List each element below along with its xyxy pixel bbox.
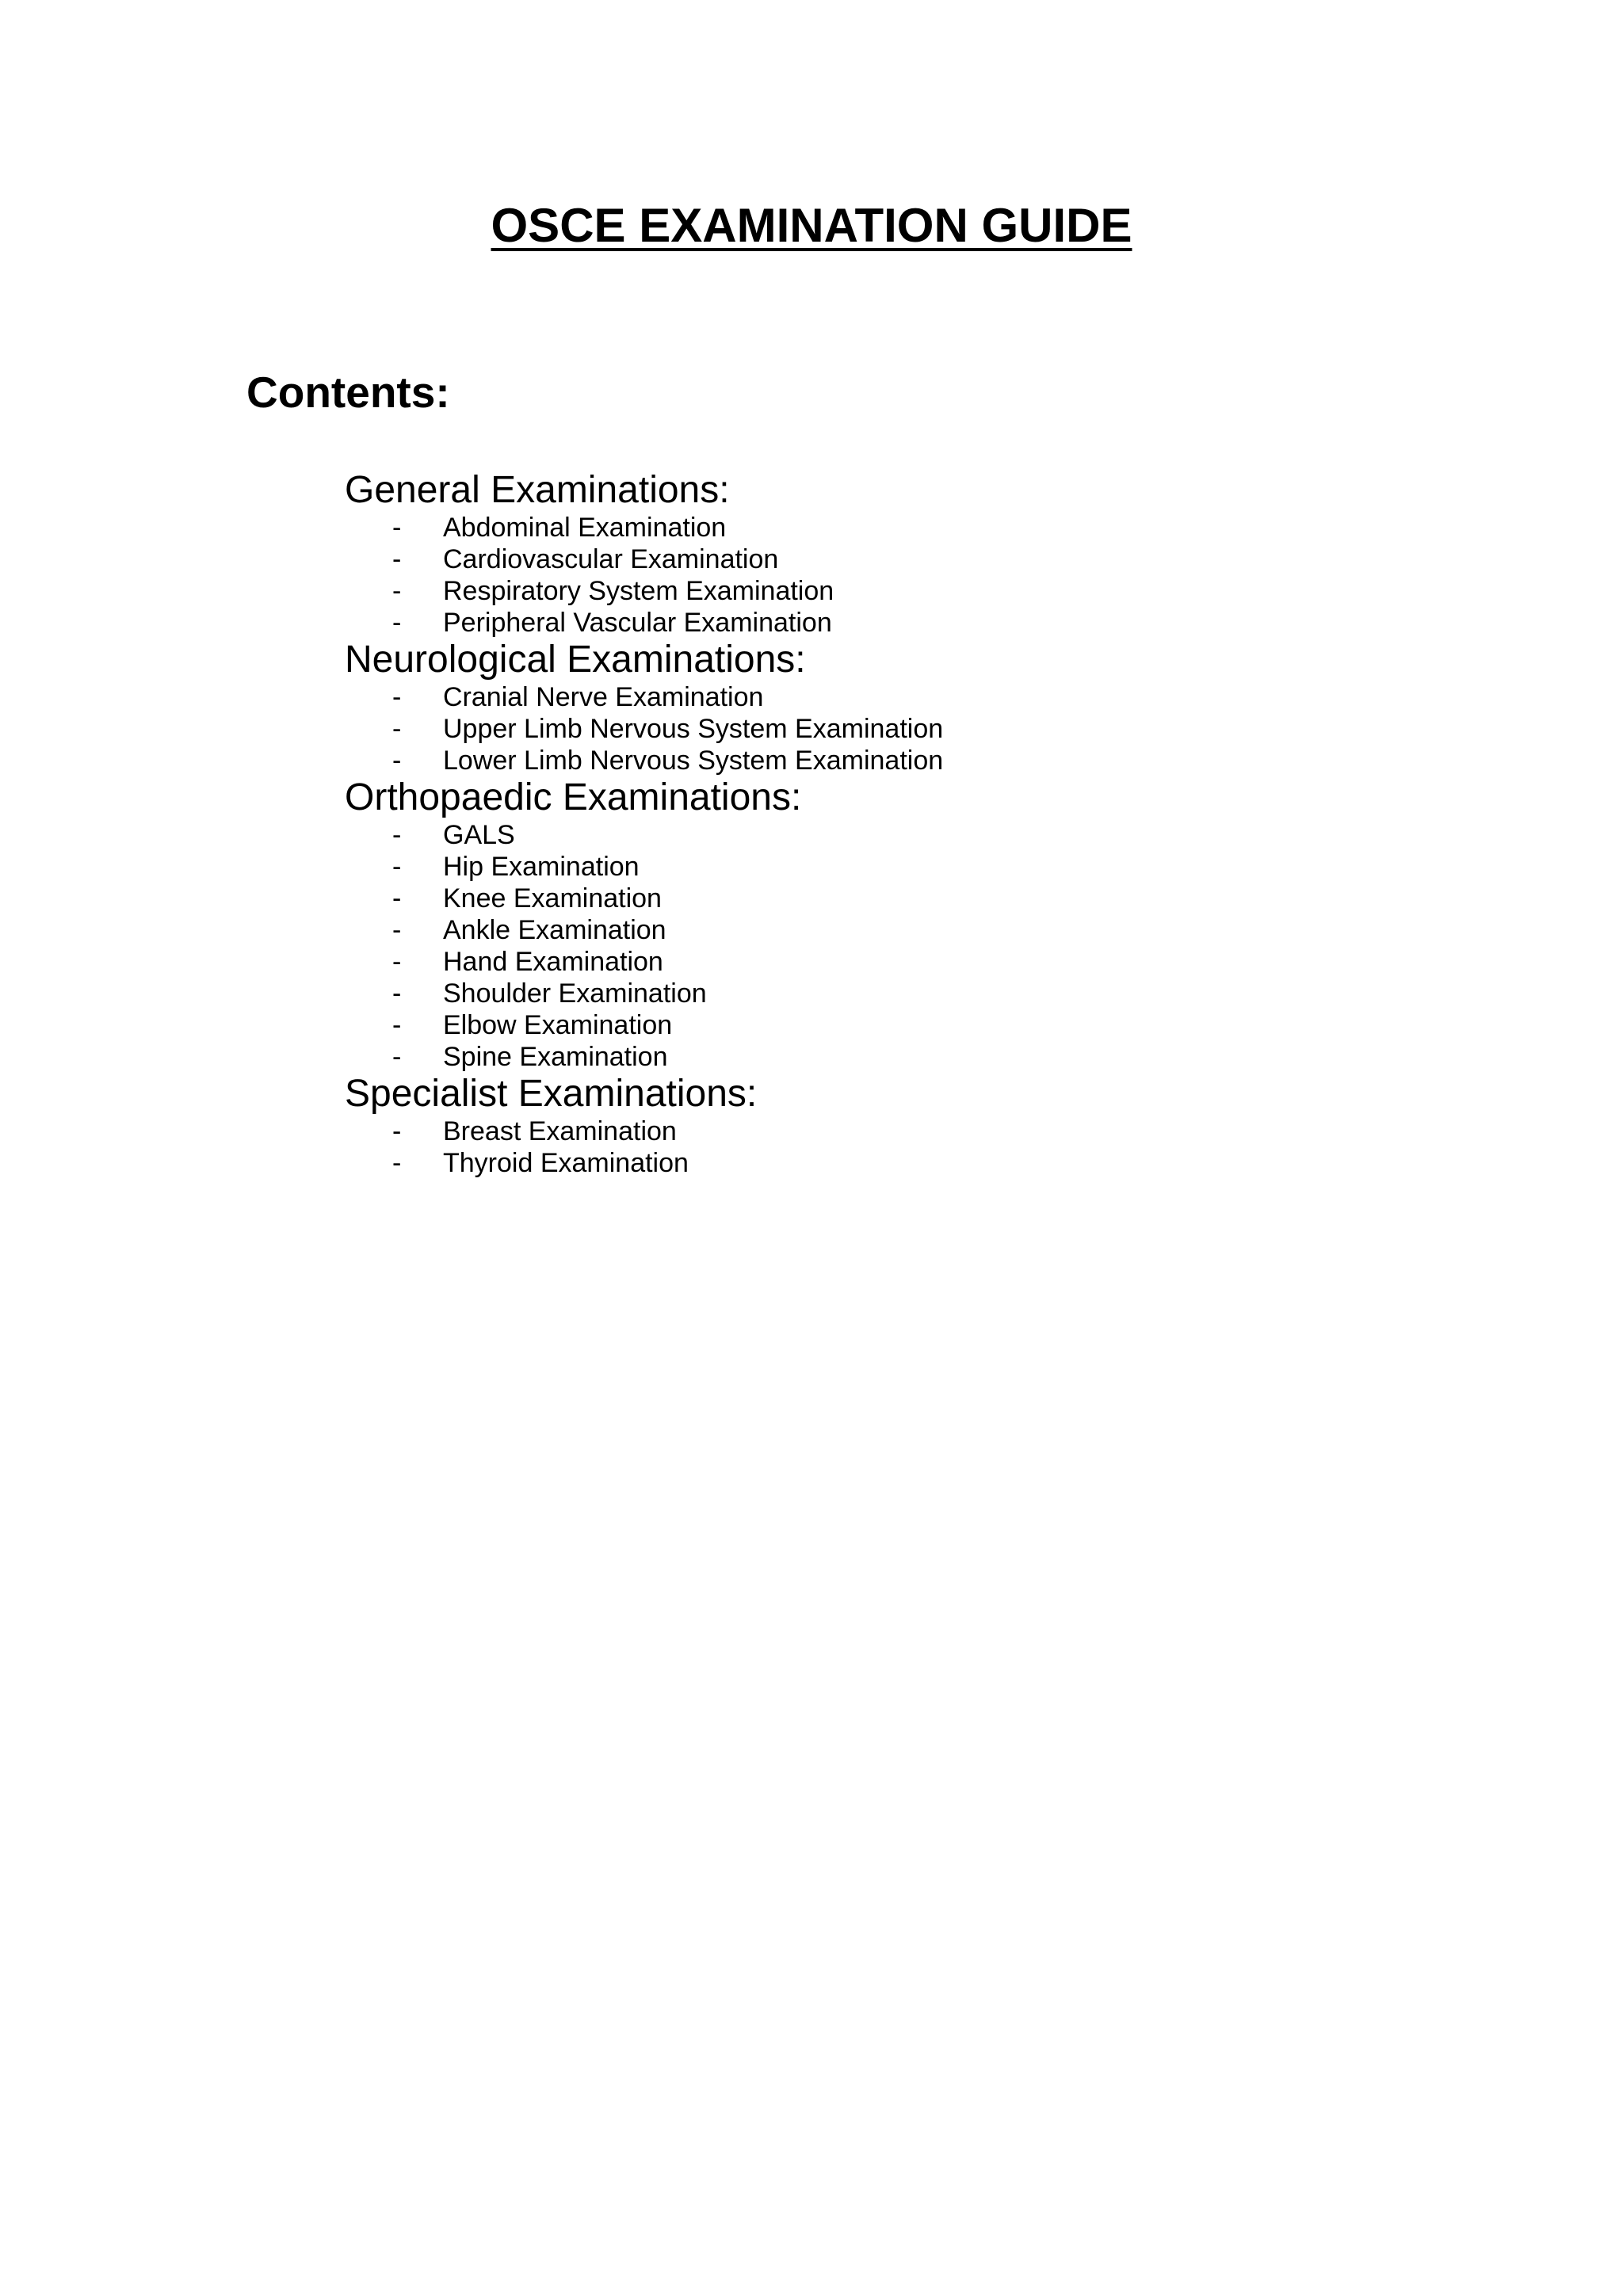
dash-bullet: - [392, 947, 402, 977]
dash-bullet: - [392, 682, 402, 712]
list-item-label: GALS [443, 820, 515, 850]
list-item-label: Shoulder Examination [443, 978, 707, 1009]
list-item [345, 713, 1454, 745]
list-item [345, 1009, 1454, 1041]
section-item-list [345, 1116, 1454, 1179]
list-item-label: Spine Examination [443, 1042, 668, 1072]
list-item [345, 1116, 1454, 1147]
dash-bullet: - [392, 1042, 402, 1072]
list-item [345, 1041, 1454, 1073]
section-item-list [345, 512, 1454, 639]
dash-bullet: - [392, 576, 402, 606]
list-item [345, 1147, 1454, 1179]
list-item [345, 819, 1454, 851]
dash-bullet: - [392, 883, 402, 913]
list-item-label: Cardiovascular Examination [443, 544, 779, 574]
toc-section [345, 469, 1454, 639]
list-item [345, 883, 1454, 914]
dash-bullet: - [392, 544, 402, 574]
list-item-label: Cranial Nerve Examination [443, 682, 764, 712]
list-item [345, 575, 1454, 607]
list-item-label: Breast Examination [443, 1116, 677, 1146]
toc-section [345, 1073, 1454, 1179]
list-item [345, 607, 1454, 639]
list-item [345, 851, 1454, 883]
dash-bullet: - [392, 852, 402, 882]
list-item [345, 512, 1454, 543]
dash-bullet: - [392, 1010, 402, 1040]
dash-bullet: - [392, 1148, 402, 1178]
dash-bullet: - [392, 714, 402, 744]
section-heading: Orthopaedic Examinations: [345, 776, 802, 818]
dash-bullet: - [392, 513, 402, 543]
list-item [345, 946, 1454, 978]
list-item [345, 543, 1454, 575]
list-item-label: Respiratory System Examination [443, 576, 834, 606]
dash-bullet: - [392, 1116, 402, 1146]
toc-section [345, 639, 1454, 776]
list-item-label: Lower Limb Nervous System Examination [443, 746, 944, 776]
list-item [345, 681, 1454, 713]
list-item-label: Upper Limb Nervous System Examination [443, 714, 944, 744]
dash-bullet: - [392, 746, 402, 776]
list-item-label: Peripheral Vascular Examination [443, 608, 832, 638]
list-item [345, 914, 1454, 946]
list-item [345, 978, 1454, 1009]
list-item-label: Knee Examination [443, 883, 662, 913]
list-item-label: Thyroid Examination [443, 1148, 689, 1178]
list-item-label: Elbow Examination [443, 1010, 673, 1040]
section-item-list [345, 819, 1454, 1073]
section-heading: General Examinations: [345, 469, 730, 511]
table-of-contents [345, 469, 1454, 1179]
list-item-label: Hand Examination [443, 947, 663, 977]
list-item-label: Ankle Examination [443, 915, 666, 945]
toc-section [345, 776, 1454, 1073]
contents-heading: Contents: [246, 368, 450, 417]
section-heading: Neurological Examinations: [345, 639, 806, 681]
list-item [345, 745, 1454, 776]
section-item-list [345, 681, 1454, 776]
dash-bullet: - [392, 978, 402, 1009]
dash-bullet: - [392, 608, 402, 638]
list-item-label: Hip Examination [443, 852, 640, 882]
section-heading: Specialist Examinations: [345, 1073, 758, 1115]
list-item-label: Abdominal Examination [443, 513, 727, 543]
dash-bullet: - [392, 915, 402, 945]
dash-bullet: - [392, 820, 402, 850]
document-title: OSCE EXAMINATION GUIDE [491, 199, 1132, 252]
